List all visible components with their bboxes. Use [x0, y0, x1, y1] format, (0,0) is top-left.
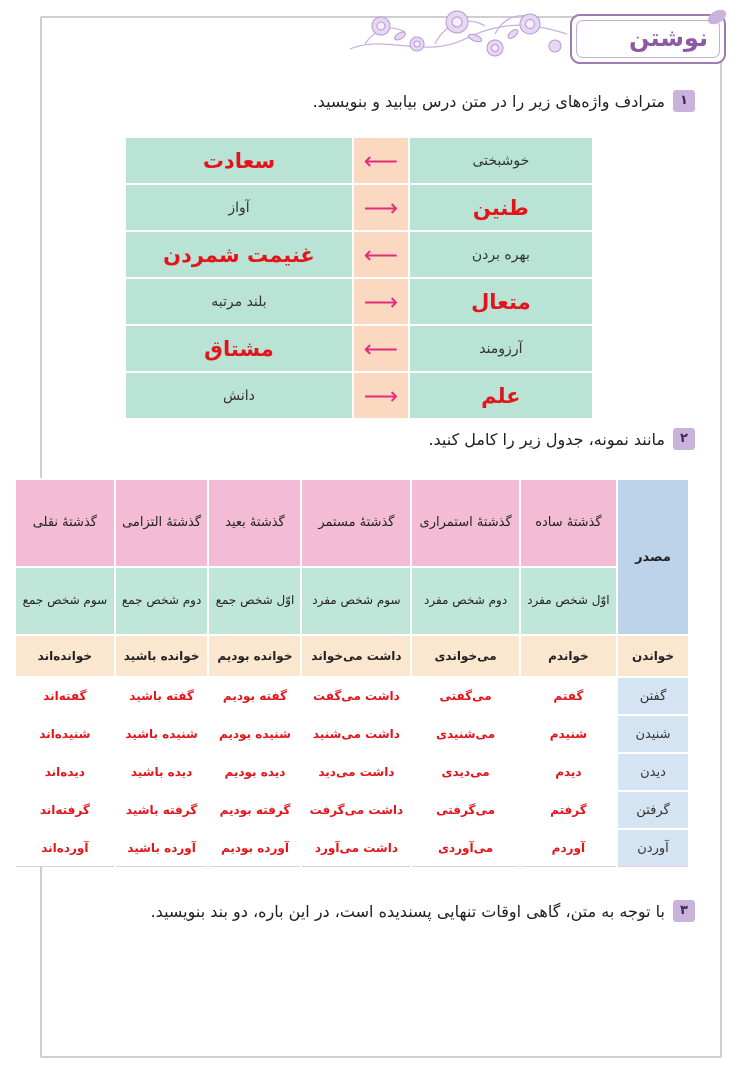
question-2 [428, 428, 695, 450]
person-header: دوم شخص مفرد [411, 567, 519, 635]
verb-form: گرفته بودیم [208, 791, 301, 829]
verb-infinitive: دیدن [617, 753, 689, 791]
verb-infinitive: گرفتن [617, 791, 689, 829]
question-2-number: ۲ [673, 428, 695, 450]
verb-form: داشت می‌آورد [301, 829, 411, 867]
synonym-text: غنیمت شمردن [163, 242, 315, 267]
synonym-table [124, 136, 594, 420]
verb-form: داشت می‌گرفت [301, 791, 411, 829]
person-header-row [15, 567, 689, 635]
synonym-text: دانش [223, 387, 255, 404]
person-header: دوم شخص جمع [115, 567, 209, 635]
floral-ornament-icon [345, 4, 570, 66]
verb-form: دیدم [520, 753, 617, 791]
section-title: نوشتن [628, 24, 708, 52]
question-3 [151, 900, 695, 922]
verb-form: شنیده باشید [115, 715, 209, 753]
arrow-right-icon: ⟶ [353, 372, 409, 419]
verb-tense-table [14, 478, 690, 867]
verb-form: دیده بودیم [208, 753, 301, 791]
question-3-prompt: با توجه به متن، گاهی اوقات تنهایی پسندیده است، در این باره، دو بند بنویسید. [150, 901, 665, 921]
verb-form: شنیده بودیم [208, 715, 301, 753]
word-text: آرزومند [479, 340, 523, 357]
verb-row [15, 791, 689, 829]
arrow-right-icon: ⟶ [353, 184, 409, 231]
verb-row [15, 715, 689, 753]
sample-row [15, 635, 689, 677]
synonym-row-word [409, 184, 593, 231]
tense-header: گذشتۀ التزامی [115, 479, 209, 567]
word-text: بهره بردن [471, 246, 530, 263]
synonym-row [125, 184, 593, 231]
word-text: علم [481, 383, 521, 408]
verb-form: آورده باشید [115, 829, 209, 867]
question-1 [313, 90, 695, 112]
person-header: اوّل شخص جمع [208, 567, 301, 635]
synonym-row-word [409, 231, 593, 278]
verb-row [15, 753, 689, 791]
person-header: سوم شخص جمع [15, 567, 115, 635]
synonym-row-synonym [125, 184, 353, 231]
arrow-left-icon: ⟵ [353, 231, 409, 278]
sample-form: می‌خواندی [411, 635, 519, 677]
verb-form: شنیده‌اند [15, 715, 115, 753]
synonym-row-word [409, 325, 593, 372]
synonym-row-word [409, 137, 593, 184]
verb-form: دیده‌اند [15, 753, 115, 791]
verb-infinitive: شنیدن [617, 715, 689, 753]
synonym-row [125, 325, 593, 372]
verb-form: می‌گرفتی [411, 791, 519, 829]
synonym-text: مشتاق [204, 336, 274, 361]
synonym-text: بلند مرتبه [211, 293, 267, 310]
question-3-number: ۳ [673, 900, 695, 922]
section-badge [570, 14, 726, 64]
verb-form: می‌دیدی [411, 753, 519, 791]
verb-infinitive: آوردن [617, 829, 689, 867]
synonym-row [125, 137, 593, 184]
sample-form: خوانده بودیم [208, 635, 301, 677]
leaf-icon [702, 4, 732, 30]
sample-infinitive: خواندن [617, 635, 689, 677]
synonym-row-synonym [125, 325, 353, 372]
masdar-header: مصدر [617, 479, 689, 635]
verb-form: گفتم [520, 677, 617, 715]
word-text: متعال [471, 289, 531, 314]
person-header: اوّل شخص مفرد [520, 567, 617, 635]
verb-form: گرفته‌اند [15, 791, 115, 829]
arrow-left-icon: ⟵ [353, 137, 409, 184]
synonym-text: آواز [228, 199, 250, 216]
tense-header-row [15, 479, 689, 567]
verb-form: آورده‌اند [15, 829, 115, 867]
verb-form: داشت می‌دید [301, 753, 411, 791]
question-1-number: ۱ [673, 90, 695, 112]
question-1-prompt: مترادف واژه‌های زیر را در متن درس بیابید و بنویسید. [312, 91, 665, 111]
tense-header: گذشتۀ بعید [208, 479, 301, 567]
person-header: سوم شخص مفرد [301, 567, 411, 635]
tense-header: گذشتۀ ساده [520, 479, 617, 567]
synonym-row-synonym [125, 231, 353, 278]
synonym-row-synonym [125, 372, 353, 419]
word-text: طنین [472, 195, 529, 220]
verb-form: دیده باشید [115, 753, 209, 791]
synonym-row-word [409, 372, 593, 419]
synonym-row [125, 231, 593, 278]
arrow-right-icon: ⟶ [353, 278, 409, 325]
word-text: خوشبختی [472, 152, 530, 169]
verb-form: داشت می‌گفت [301, 677, 411, 715]
verb-row [15, 677, 689, 715]
sample-form: خوانده‌اند [15, 635, 115, 677]
tense-header: گذشتۀ نقلی [15, 479, 115, 567]
sample-form: خوانده باشید [115, 635, 209, 677]
verb-form: می‌آوردی [411, 829, 519, 867]
tense-header: گذشتۀ استمراری [411, 479, 519, 567]
verb-form: گفته بودیم [208, 677, 301, 715]
verb-row [15, 829, 689, 867]
synonym-row-synonym [125, 278, 353, 325]
synonym-text: سعادت [202, 148, 276, 173]
verb-form: داشت می‌شنید [301, 715, 411, 753]
tense-header: گذشتۀ مستمر [301, 479, 411, 567]
verb-form: می‌شنیدی [411, 715, 519, 753]
verb-form: آورده بودیم [208, 829, 301, 867]
verb-form: گفته باشید [115, 677, 209, 715]
verb-infinitive: گفتن [617, 677, 689, 715]
verb-form: شنیدم [520, 715, 617, 753]
verb-form: می‌گفتی [411, 677, 519, 715]
question-2-prompt: مانند نمونه، جدول زیر را کامل کنید. [428, 429, 665, 449]
synonym-row [125, 372, 593, 419]
sample-form: داشت می‌خواند [301, 635, 411, 677]
synonym-row [125, 278, 593, 325]
verb-form: گرفته باشید [115, 791, 209, 829]
verb-form: گرفتم [520, 791, 617, 829]
verb-form: آوردم [520, 829, 617, 867]
arrow-left-icon: ⟵ [353, 325, 409, 372]
sample-form: خواندم [520, 635, 617, 677]
verb-form: گفته‌اند [15, 677, 115, 715]
synonym-row-synonym [125, 137, 353, 184]
synonym-row-word [409, 278, 593, 325]
